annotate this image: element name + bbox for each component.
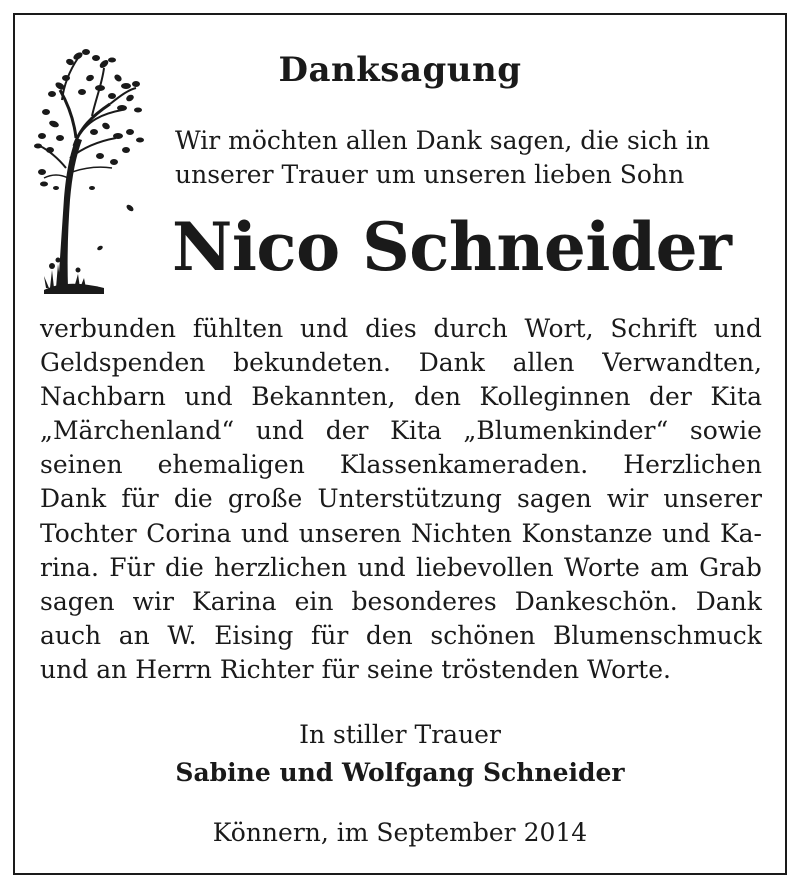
body-word: für [321,654,359,684]
body-word: herzlichen [214,552,348,582]
body-word: Schrift [610,314,697,343]
body-word: und [357,552,406,582]
body-word: ein [294,586,334,616]
body-word: Nachbarn [40,382,166,412]
body-word: der [325,416,369,446]
body-word: am [650,552,689,582]
body-word: für [310,620,349,650]
body-line [40,551,762,585]
body-word: Kita [710,382,762,412]
body-word: ehemaligen [157,450,305,480]
body-word: unserer [663,484,762,514]
signatories: Sabine und Wolfgang Schneider [175,758,625,787]
body-line [40,585,762,619]
body-text [40,312,762,687]
body-word: den [365,620,413,650]
body-word: wir [606,484,649,514]
body-line [40,653,762,687]
body-line [40,482,762,516]
body-word: durch [433,314,508,343]
body-word: fühlten [192,314,284,343]
body-word: Dank [418,348,485,378]
body-word: Für [109,552,155,582]
body-word: allen [512,348,575,378]
body-word: und [255,416,305,446]
body-word: seinen [40,450,123,480]
body-word: rina. [40,552,99,582]
body-word: wir [132,586,175,616]
body-word: Unterstützung [317,484,502,514]
body-word: Dank [695,586,762,616]
body-word: verbunden [40,314,176,343]
body-word: seine [366,654,434,684]
body-word: Richter [219,654,314,684]
closing-block [0,718,800,850]
body-word: Kita [390,416,442,446]
body-word: große [227,484,303,514]
body-word: Dank [40,484,107,514]
place-date: Könnern, im September 2014 [212,818,588,847]
body-word: bekundeten. [233,348,391,378]
body-word: auch [40,620,102,650]
body-word: unseren [298,518,402,548]
body-word: Klassenkameraden. [339,450,589,480]
body-word: sowie [689,416,762,446]
body-word: Grab [699,552,762,582]
heading-text: Danksagung [278,50,522,90]
body-word: sagen [517,484,592,514]
body-line [40,517,762,551]
body-word: und [240,518,290,548]
body-word: Ka- [719,518,762,548]
body-word: Nichten [411,518,512,548]
body-word: Geldspenden [40,348,206,378]
body-word: Karina [192,586,277,616]
body-word: Dankeschön. [514,586,678,616]
body-word: Worte. [587,654,671,684]
body-word: Kolleginnen [479,382,631,412]
body-word: liebevollen [415,552,554,582]
body-word: den [414,382,461,412]
notice-heading [0,50,800,90]
body-word: Blumenschmuck [552,620,762,650]
body-word: besonderes [351,586,497,616]
body-line [40,414,762,448]
intro-line: Wir möchten allen Dank sagen, die sich in [175,126,711,155]
body-line [40,312,762,346]
body-line [40,346,762,380]
body-word: und [713,314,762,343]
body-line [40,380,762,414]
body-word: Eising [214,620,294,650]
body-word: sagen [40,586,115,616]
body-line [40,619,762,653]
closing-phrase: In stiller Trauer [299,720,501,749]
body-line [40,448,762,482]
body-word: Herrn [135,654,212,684]
body-word: Bekannten, [251,382,396,412]
body-word: tröstenden [441,654,580,684]
body-word: schönen [430,620,536,650]
body-word: an [96,654,128,684]
body-word: „Blumenkinder“ [463,416,669,446]
body-word: die [164,552,204,582]
body-word: „Märchenland“ [40,416,235,446]
intro-text [175,124,775,192]
body-word: Verwandten, [602,348,762,378]
body-word: der [649,382,692,412]
body-word: und [300,314,349,343]
deceased-name: Nico Schneider [172,208,732,286]
body-word: dies [365,314,417,343]
body-word: und [662,518,711,548]
body-word: Herzlichen [623,450,762,480]
intro-line: unserer Trauer um unseren lieben Sohn [175,160,685,189]
body-word: und [184,382,233,412]
body-word: an [118,620,150,650]
body-word: W. [167,620,197,650]
body-word: Wort, [524,314,594,343]
body-word: die [173,484,213,514]
body-word: Worte [563,552,640,582]
body-word: für [121,484,159,514]
body-word: Corina [146,518,232,548]
body-word: Konstanze [521,518,653,548]
body-word: Tochter [40,518,137,548]
body-word: und [40,654,89,684]
